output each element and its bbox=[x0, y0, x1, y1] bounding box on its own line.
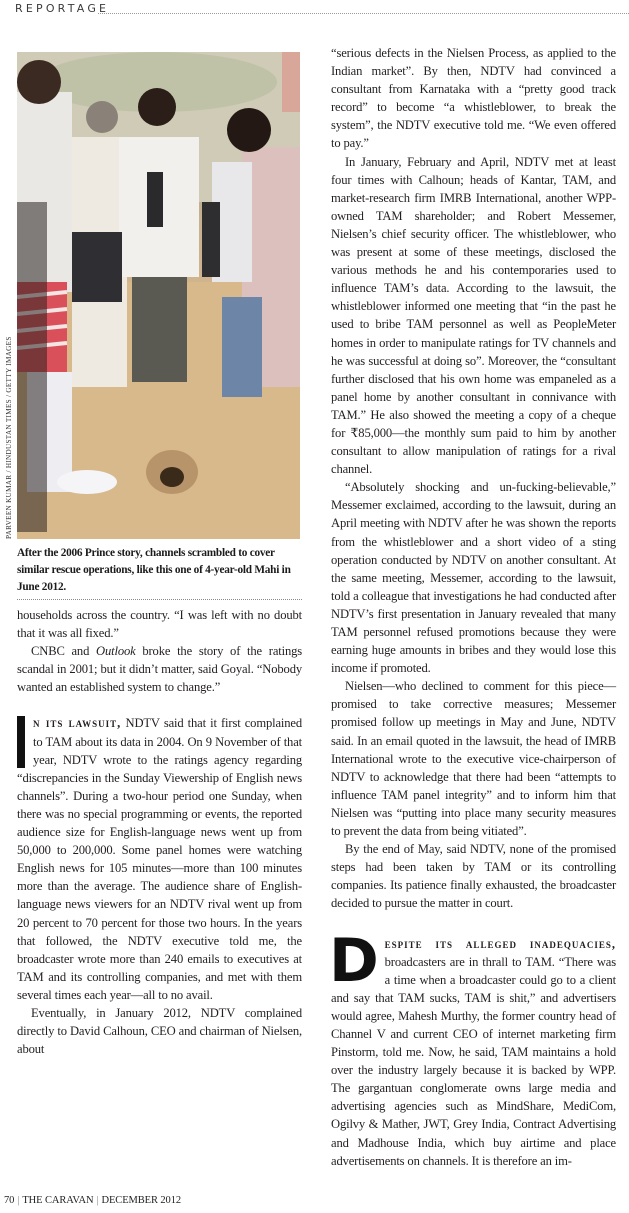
photo-camera-right bbox=[202, 202, 220, 277]
paragraph: Eventually, in January 2012, NDTV complained directly to David Calhoun, CEO and chairman of Nielsen, about bbox=[17, 1005, 302, 1057]
lead-in-smallcaps: n its lawsuit, bbox=[33, 716, 122, 731]
photo bbox=[17, 52, 300, 539]
photo-cameraman-trousers bbox=[132, 277, 187, 382]
photo-jeans bbox=[222, 297, 262, 397]
photo-credit: PARVEEN KUMAR / HINDUSTAN TIMES / GETTY IMAGES bbox=[5, 336, 13, 539]
publication-name: Outlook bbox=[96, 644, 136, 659]
paragraph: households across the country. “I was left with no doubt that it was all fixed.” bbox=[17, 608, 302, 641]
paragraph-text: broadcasters are in thrall to TAM. “There was a time when a broadcaster could go to a client and say that TAM sucks, TAM is shit,” and advertisers would agree, Mahesh Murthy, the former country head of Channel V and current CEO of internet marketing firm Pinstorm, told me. Now, he said, TAM maintains a hold over the industry largely because it is backed by WPP. The gargantuan conglomerate owns large media and advertising agencies such as MindShare, MediCom, Ogilvy & Mather, JWT, Grey India, Contract Advertising and Madhouse India, which buy airtime and place advertisements on channels. It is therefore an im- bbox=[331, 954, 616, 1168]
paragraph bbox=[17, 714, 302, 1004]
page-footer bbox=[4, 1194, 629, 1207]
dropcap-d: D bbox=[329, 925, 379, 996]
article-columns bbox=[0, 44, 629, 1170]
paragraph bbox=[17, 642, 302, 696]
right-column bbox=[331, 44, 616, 1170]
paragraph-text: broke the story of the ratings scandal in 2001; but it didn’t matter, said Goyal. “Nobody wanted an established system to change.” bbox=[17, 644, 302, 695]
photo-sneaker bbox=[57, 470, 117, 494]
left-column-text bbox=[17, 606, 302, 1058]
issue-date: DECEMBER 2012 bbox=[101, 1194, 181, 1206]
photo-head-grey bbox=[86, 101, 118, 133]
paragraph: “serious defects in the Nielsen Process, as applied to the Indian market”. By then, NDTV had convinced a consultant from Karnataka with a “pretty good track record” to become “a whistleblower, to break the system”, the NDTV executive told me. “We even offered to pay.” bbox=[331, 46, 616, 151]
publication-title: THE CARAVAN bbox=[22, 1194, 94, 1206]
caption-rule bbox=[17, 599, 302, 600]
photo-hole bbox=[160, 467, 184, 487]
photo-camera-center bbox=[147, 172, 163, 227]
photo-illustration bbox=[17, 52, 300, 539]
paragraph bbox=[329, 925, 616, 1170]
footer-separator: | bbox=[96, 1194, 99, 1206]
photo-cameraman-head bbox=[138, 88, 176, 126]
left-column bbox=[5, 44, 302, 1058]
photo-caption: After the 2006 Prince story, channels scrambled to cover similar rescue operations, like this one of 4-year-old Mahi in June 2012. bbox=[17, 547, 291, 593]
paragraph: By the end of May, said NDTV, none of the promised steps had been taken by TAM or its controlling companies. Its patience finally exhausted, the broadcaster decided to pursue the matter in court. bbox=[331, 842, 616, 911]
paragraph: Nielsen—who declined to comment for this piece—promised to take corrective measures; Messemer promised follow up meetings in May and June, NDTV said. In an email quoted in the lawsuit, the head of IMRB International wrote to the executive vice-chairperson of NDTV to acknowledge that there had been “attempts to influence TAM panel integrity” and to inform him that Nielsen was “putting into place many security measures to prevent the data from being vitiated”. bbox=[331, 679, 616, 839]
right-column-text bbox=[331, 44, 616, 1170]
photo-wall bbox=[282, 52, 300, 112]
photo-head-left bbox=[17, 60, 61, 104]
section-label: REPORTAGE bbox=[15, 2, 110, 15]
dropcap-i bbox=[17, 716, 25, 768]
footer-separator: | bbox=[17, 1194, 20, 1206]
lead-in-smallcaps: espite its alleged inadequacies, bbox=[384, 936, 616, 951]
photo-wrap bbox=[5, 52, 302, 539]
paragraph-text: CNBC and bbox=[31, 644, 97, 659]
paragraph-text: NDTV said that it first complained to TAM about its data in 2004. On 9 November of that year, NDTV wrote to the ratings agency regarding “discrepancies in the Sunday Viewership of English news channels”. During a two-hour period one Sunday, when there was no special programming or events, the reported audience size for English-language news went up from 50,000 to 200,000. Some panel homes were watching English news for 105 minutes—more than 100 minutes more than the average. The audience share of English-language news viewers for an NDTV rival went up from 20 percent to 70 percent for those two hours. In the years that followed, the NDTV executive told me, the broadcaster wrote more than 240 emails to executives at TAM and its controlling companies, and met with them several times each year—all to no avail. bbox=[17, 716, 302, 1002]
photo-camera-left bbox=[72, 232, 122, 302]
top-bar bbox=[0, 0, 629, 44]
page-number: 70 bbox=[4, 1194, 15, 1206]
photo-head-right bbox=[227, 108, 271, 152]
paragraph: In January, February and April, NDTV met at least four times with Calhoun; heads of Kantar, TAM, and market-research firm IMRB International, another WPP-owned TAM shareholder; and Robert Messemer, Nielsen’s chief security officer. The whistleblower, who was present at some of these meetings, disclosed the various methods he and his contemporaries used to influence TAM’s data. According to the lawsuit, the whistleblower informed one meeting that “in the past he used to bribe TAM personnel as well as PeopleMeter homes in order to manipulate ratings for TV channels and he was successful at doing so”. Moreover, the “consultant further disclosed that his own home was empaneled as a panel home by another consultant in connivance with TAM.” He also showed the meeting a copy of a cheque for ₹85,000—the monthly sum paid to him by another consultant to allow manipulation of ratings for a rival channel. bbox=[331, 154, 616, 477]
paragraph: “Absolutely shocking and un-fucking-believable,” Messemer exclaimed, according to the lawsuit, during an April meeting with NDTV after he was shown the reports from the whistleblower and a short video of a sting operation conducted by NDTV on another consultant. At the same meeting, Messemer, according to the lawsuit, told a colleague that investigations he had conducted after NDTV’s first presentation in January revealed that many TAM personnel refused promotions because they were earning huge amounts in bribes and they would lose this income if promoted. bbox=[331, 480, 616, 676]
photo-foreground-person bbox=[17, 202, 47, 532]
section-rule bbox=[98, 13, 629, 14]
